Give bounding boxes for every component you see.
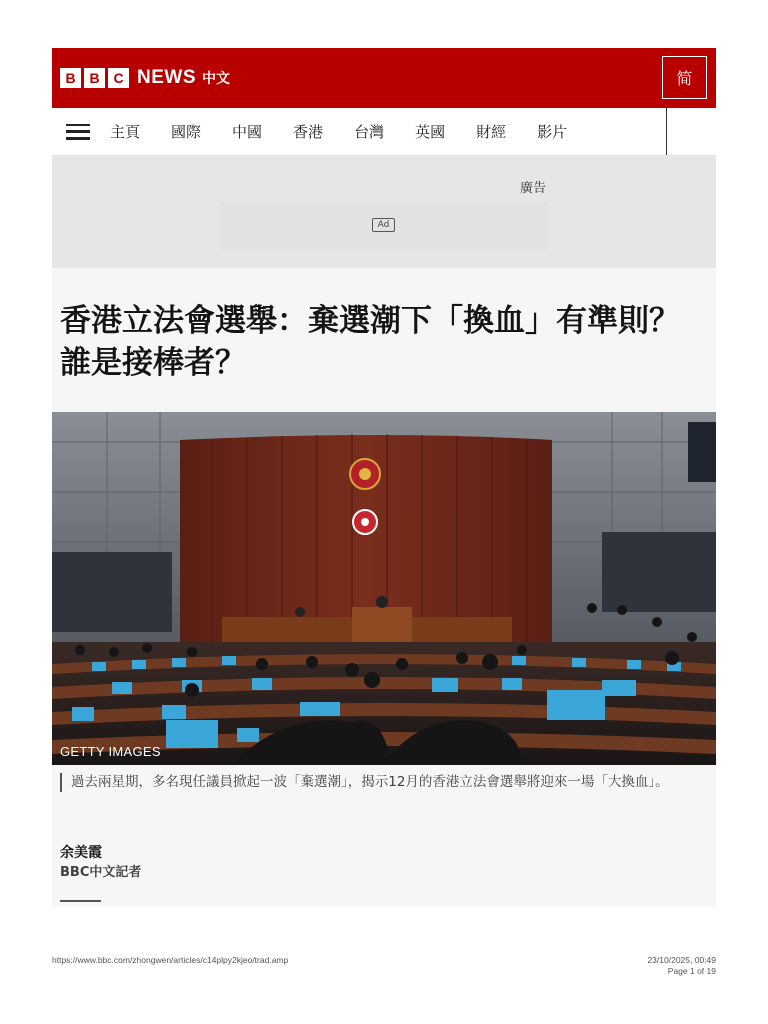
- print-footer-url: https://www.bbc.com/zhongwen/articles/c14plpy2kjeo/trad.amp: [52, 955, 289, 965]
- main-navigation: [52, 108, 716, 155]
- ad-badge: Ad: [372, 218, 395, 232]
- bbc-page: [52, 48, 716, 907]
- byline-divider: [60, 900, 101, 902]
- hamburger-menu-icon[interactable]: [66, 124, 90, 140]
- nav-item-finance[interactable]: 財經: [476, 123, 507, 141]
- legco-chamber-photo: [52, 412, 716, 765]
- advertisement-block: [52, 155, 716, 268]
- nav-item-uk[interactable]: 英國: [415, 123, 446, 141]
- hero-image: [52, 412, 716, 765]
- author-role: BBC中文記者: [60, 865, 142, 880]
- logo-lang-word: 中文: [202, 71, 230, 87]
- simplified-chinese-toggle[interactable]: 简: [662, 56, 707, 99]
- article-header: [52, 268, 716, 907]
- nav-item-video[interactable]: 影片: [537, 123, 568, 141]
- nav-item-taiwan[interactable]: 台灣: [354, 123, 385, 141]
- print-footer-timestamp: 23/10/2025, 00:49: [647, 955, 716, 965]
- logo-letter-b2: B: [84, 68, 105, 88]
- nav-item-home[interactable]: 主頁: [110, 123, 141, 141]
- image-caption: 過去兩星期，多名現任議員掀起一波「棄選潮」，揭示12月的香港立法會選舉將迎來一場「大換血」。: [60, 773, 710, 792]
- logo-letter-c: C: [108, 68, 129, 88]
- author-name: 余美霞: [60, 845, 102, 861]
- logo-letter-b1: B: [60, 68, 81, 88]
- logo-news-word: NEWS: [137, 67, 196, 88]
- article-headline: 香港立法會選舉：棄選潮下「換血」有準則？誰是接棒者？: [60, 303, 680, 381]
- print-footer-page: Page 1 of 19: [667, 966, 716, 976]
- site-header: [52, 48, 716, 108]
- nav-item-china[interactable]: 中國: [232, 123, 263, 141]
- image-credit: GETTY IMAGES: [60, 744, 161, 759]
- nav-item-international[interactable]: 國際: [171, 123, 202, 141]
- print-footer-meta: [647, 955, 716, 977]
- nav-items: [110, 121, 598, 142]
- nav-item-hongkong[interactable]: 香港: [293, 123, 324, 141]
- ad-label: 廣告: [520, 181, 547, 196]
- nav-divider: [666, 108, 667, 155]
- bbc-news-logo[interactable]: [60, 67, 230, 89]
